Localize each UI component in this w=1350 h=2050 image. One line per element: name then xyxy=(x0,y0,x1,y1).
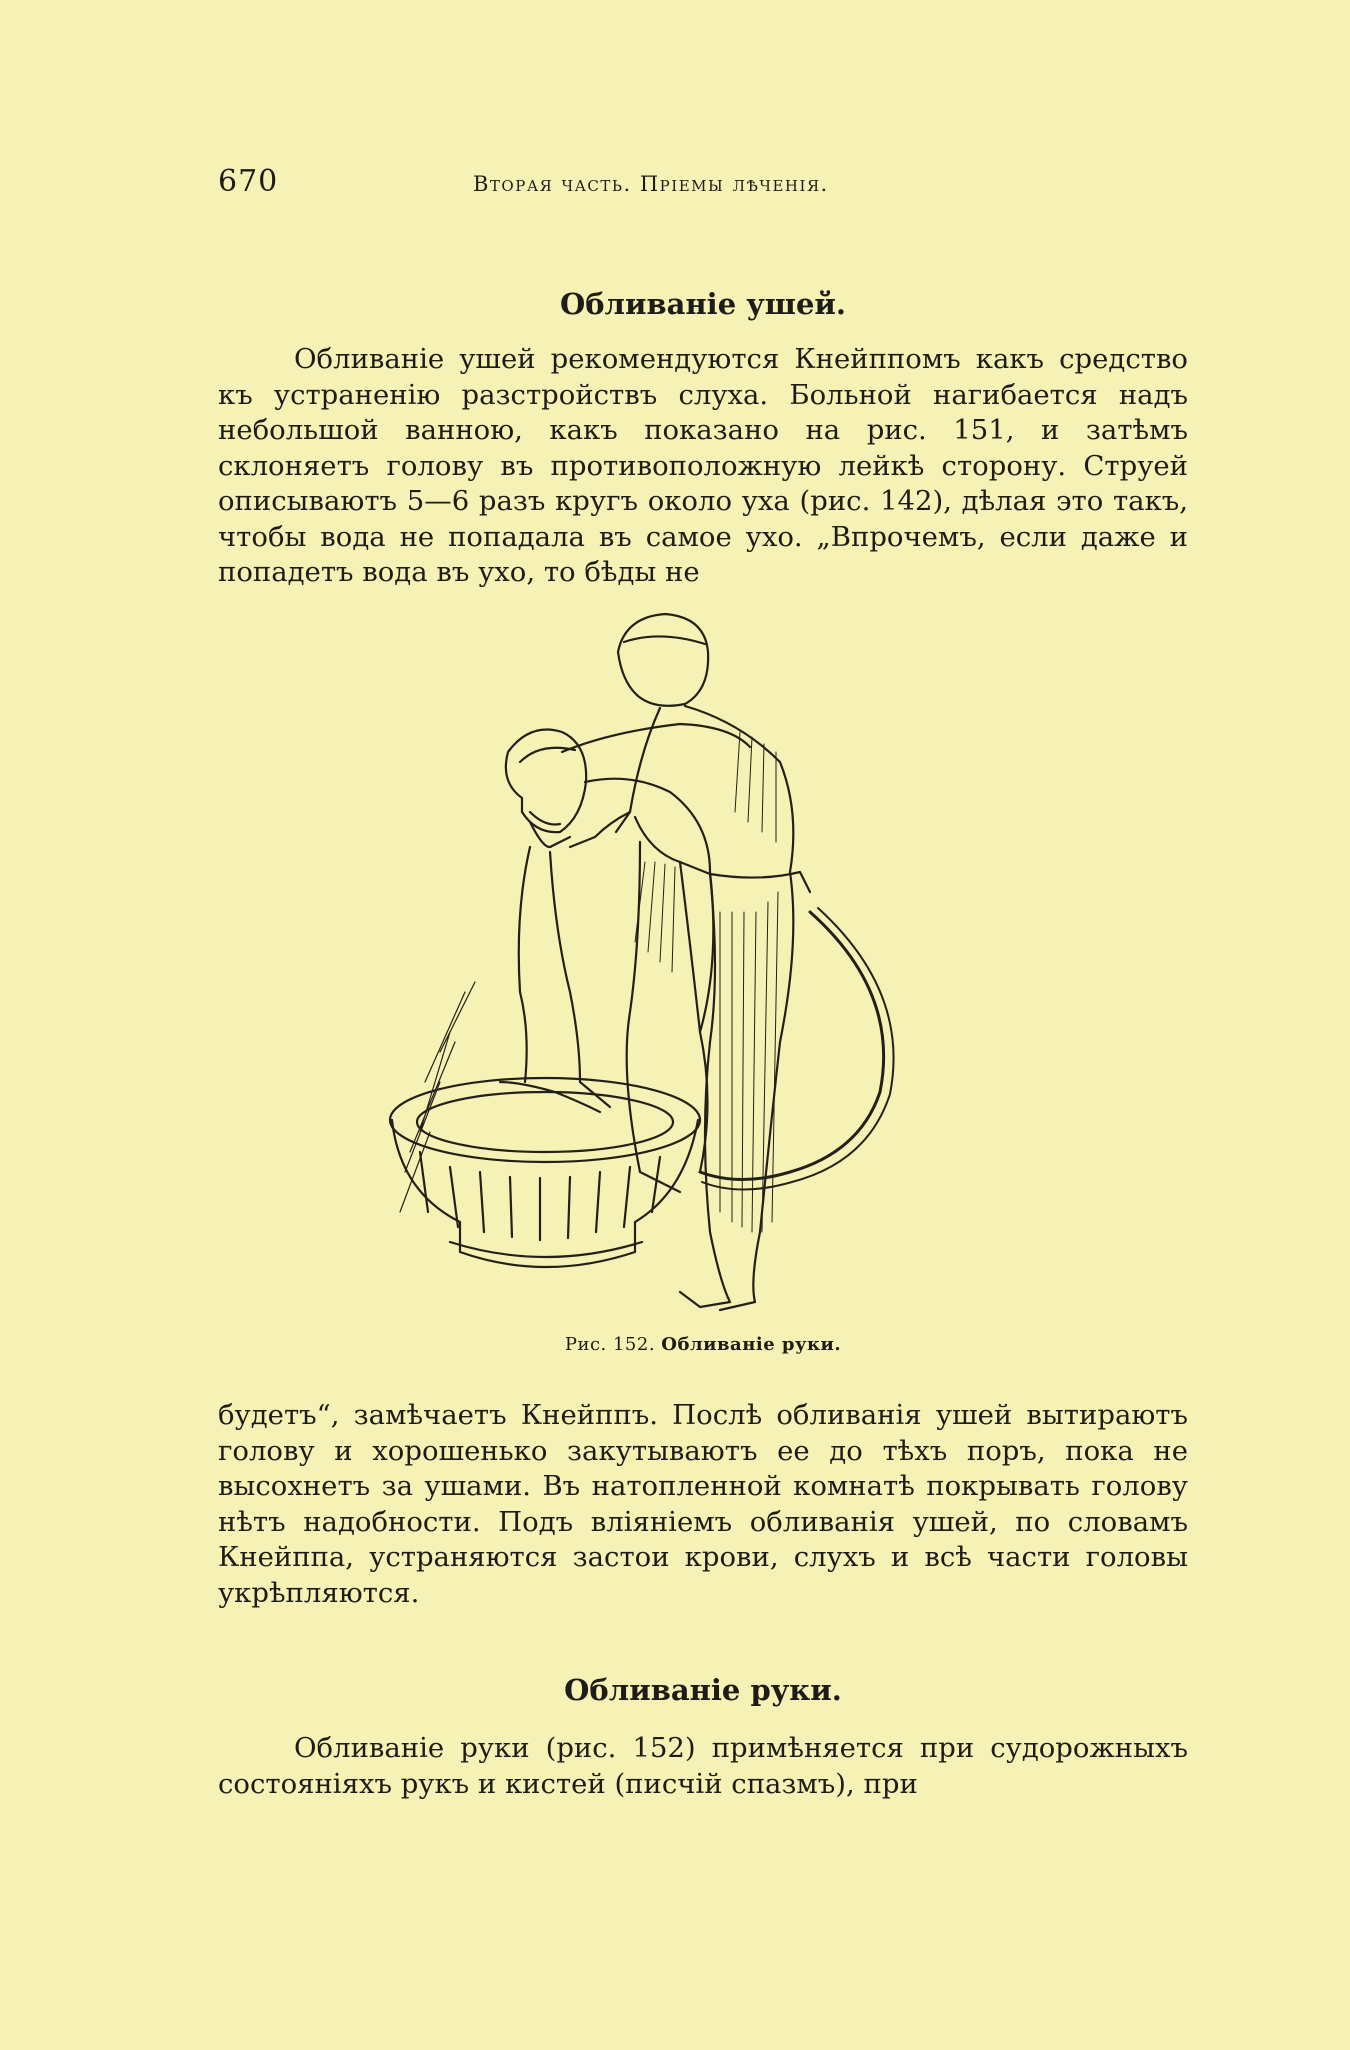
running-head: Вторая часть. Пріемы лѣченія. xyxy=(473,172,829,196)
figure-caption xyxy=(218,1334,1188,1355)
paragraph-hand: Обливаніе руки (рис. 152) примѣняется при судорожныхъ состояніяхъ рукъ и кистей (писчій спазмъ), при xyxy=(218,1732,1188,1800)
clothing-hatching xyxy=(635,732,778,1232)
page-number: 670 xyxy=(218,164,279,199)
illustration-hand-douche xyxy=(380,612,1020,1317)
page-header xyxy=(218,164,938,204)
bathtub xyxy=(390,1078,700,1267)
section-heading-hand: Обливаніе руки. xyxy=(564,1673,842,1707)
hose-outline xyxy=(702,908,894,1190)
standing-attendant xyxy=(570,614,810,1310)
paragraph-continuation: будетъ“, замѣчаетъ Кнейппъ. Послѣ обливанія ушей вытираютъ голову и хорошенько закутываютъ ее до тѣхъ поръ, пока не высохнетъ за ушами. Въ натопленной комнатѣ покрывать голову нѣтъ надобности. Подъ вліяніемъ обливанія ушей, по словамъ Кнейппа, устраняются застои крови, слухъ и всѣ части головы укрѣпляются. xyxy=(218,1399,1188,1609)
paragraph-ears: Обливаніе ушей рекомендуются Кнейппомъ какъ средство къ устраненію разстройствъ слуха. Больной нагибается надъ небольшой ванною, какъ показано на рис. 151, и затѣмъ склоняетъ голову въ противоположную лейкѣ сторону. Струей описываютъ 5—6 разъ кругъ около уха (рис. 142), дѣлая это такъ, чтобы вода не попадала въ самое ухо. „Впрочемъ, если даже и попадетъ вода въ ухо, то бѣды не xyxy=(218,343,1188,588)
bending-patient xyxy=(500,724,750,1192)
caption-title: Обливаніе руки. xyxy=(661,1334,842,1355)
caption-label: Рис. 152. xyxy=(564,1334,656,1355)
section-heading-ears: Обливаніе ушей. xyxy=(559,287,847,321)
